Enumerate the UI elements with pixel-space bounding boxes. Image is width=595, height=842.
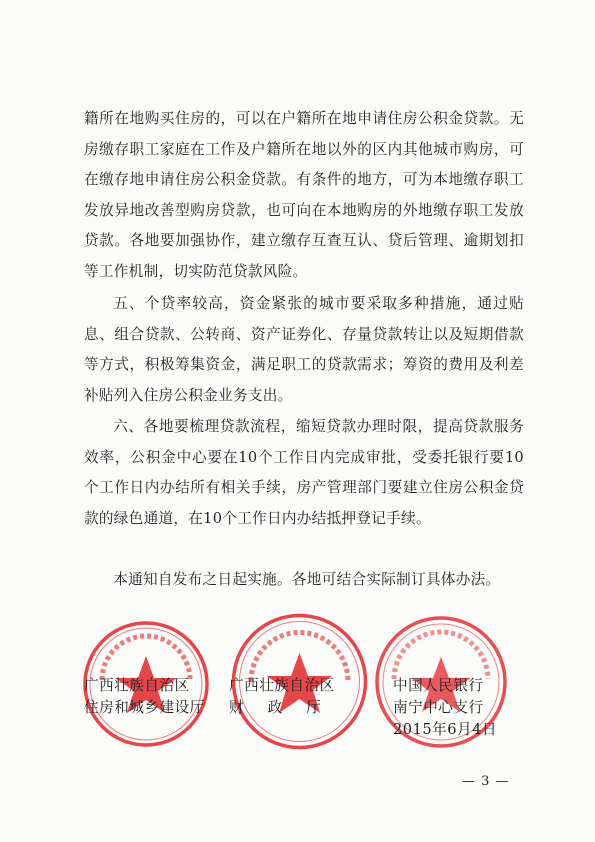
paragraph-1: 籍所在地购买住房的，可以在户籍所在地申请住房公积金贷款。无房缴存职工家庭在工作及户籍所在地以外的区内其他城市购房，可在缴存地申请住房公积金贷款。有条件的地方，可为本地缴存职工发放异地改善型购房贷款，也可向在本地购房的外地缴存职工发放贷款。各地要加强协作，建立缴存互查互认、贷后管理、逾期划扣等工作机制，切实防范贷款风险。: [84, 110, 524, 280]
signatory-3-line-2: 南宁中心支行: [393, 699, 484, 716]
signatory-2-line-1: 广西壮族自治区: [229, 677, 335, 694]
page-number: — 3 —: [462, 774, 510, 789]
signatory-2-line-2: 财政厅: [229, 699, 345, 716]
signatory-3-line-1: 中国人民银行: [393, 677, 484, 694]
paragraph-4: 本通知自发布之日起实施。各地可结合实际制订具体办法。: [113, 571, 501, 588]
signatory-1-line-1: 广西壮族自治区: [84, 677, 190, 694]
signatory-1-line-2: 住房和城乡建设厅: [84, 699, 205, 716]
document-date: 2015年6月4日: [393, 721, 497, 738]
paragraph-2: 五、个贷率较高，资金紧张的城市要采取多种措施，通过贴息、组合贷款、公转商、资产证券化、存量贷款转让以及短期借款等方式，积极筹集资金，满足职工的贷款需求；筹资的费用及利差补贴列入住房公积金业务支出。: [84, 295, 524, 404]
paragraph-3: 六、各地要梳理贷款流程，缩短贷款办理时限，提高贷款服务效率，公积金中心要在10个工作日内完成审批，受委托银行要10个工作日内办结所有相关手续，房产管理部门要建立住房公积金贷款的绿色通道，在10个工作日内办结抵押登记手续。: [84, 418, 524, 527]
